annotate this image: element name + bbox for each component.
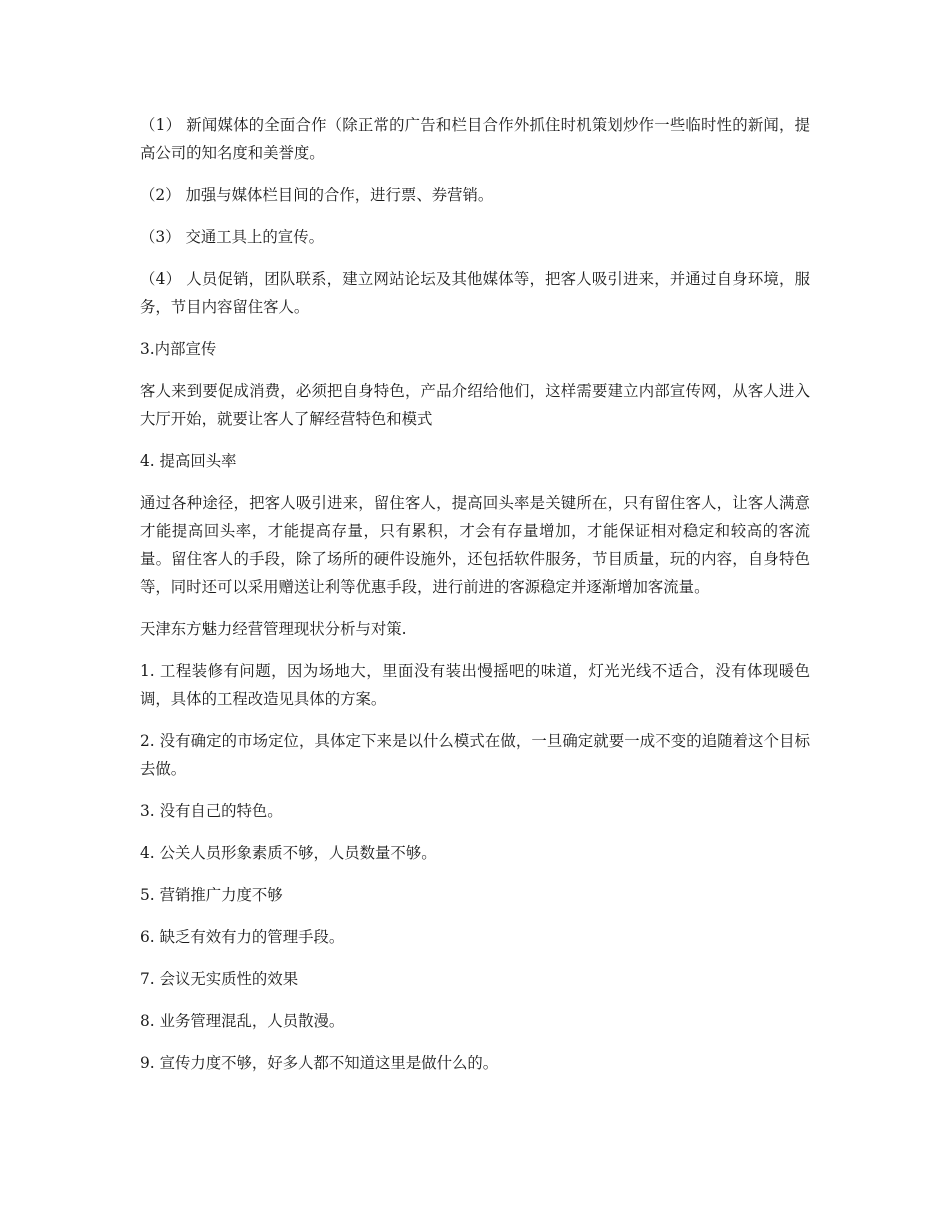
list-item: 9. 宣传力度不够，好多人都不知道这里是做什么的。: [140, 1054, 499, 1072]
paragraph-internal-publicity: 客人来到要促成消费，必须把自身特色，产品介绍给他们，这样需要建立内部宣传网，从客人进入大厅开始，就要让客人了解经营特色和模式: [140, 382, 810, 428]
section-title-analysis: 天津东方魅力经营管理现状分析与对策.: [140, 620, 407, 638]
list-item: 1. 工程装修有问题，因为场地大，里面没有装出慢摇吧的味道，灯光光线不适合，没有体现暖色调，具体的工程改造见具体的方案。: [140, 662, 810, 708]
list-item: 5. 营销推广力度不够: [140, 886, 283, 904]
paragraph-return-rate: 通过各种途径，把客人吸引进来，留住客人，提高回头率是关键所在，只有留住客人，让客人满意才能提高回头率，才能提高存量，只有累积，才会有存量增加，才能保证相对稳定和较高的客流量。留住客人的手段，除了场所的硬件设施外，还包括软件服务，节目质量，玩的内容，自身特色等，同时还可以采用赠送让利等优惠手段，进行前进的客源稳定并逐渐增加客流量。: [140, 494, 810, 596]
list-item: 4. 公关人员形象素质不够，人员数量不够。: [140, 844, 437, 862]
list-item: 8. 业务管理混乱，人员散漫。: [140, 1012, 345, 1030]
list-item: 6. 缺乏有效有力的管理手段。: [140, 928, 345, 946]
heading-internal-publicity: 3.内部宣传: [140, 340, 217, 358]
document-page: [140, 111, 810, 1091]
list-item: 2. 没有确定的市场定位，具体定下来是以什么模式在做，一旦确定就要一成不变的追随着这个目标去做。: [140, 732, 810, 778]
heading-return-rate: 4. 提高回头率: [140, 452, 237, 470]
list-item: 7. 会议无实质性的效果: [140, 970, 299, 988]
paragraph-transport-ads: （3） 交通工具上的宣传。: [140, 228, 324, 246]
list-item: 3. 没有自己的特色。: [140, 802, 283, 820]
paragraph-media-column: （2） 加强与媒体栏目间的合作，进行票、券营销。: [140, 186, 494, 204]
paragraph-media-cooperation: （1） 新闻媒体的全面合作（除正常的广告和栏目合作外抓住时机策划炒作一些临时性的新闻，提高公司的知名度和美誉度。: [140, 116, 810, 162]
paragraph-personnel-promotion: （4） 人员促销，团队联系，建立网站论坛及其他媒体等，把客人吸引进来，并通过自身环境，服务，节目内容留住客人。: [140, 270, 810, 316]
